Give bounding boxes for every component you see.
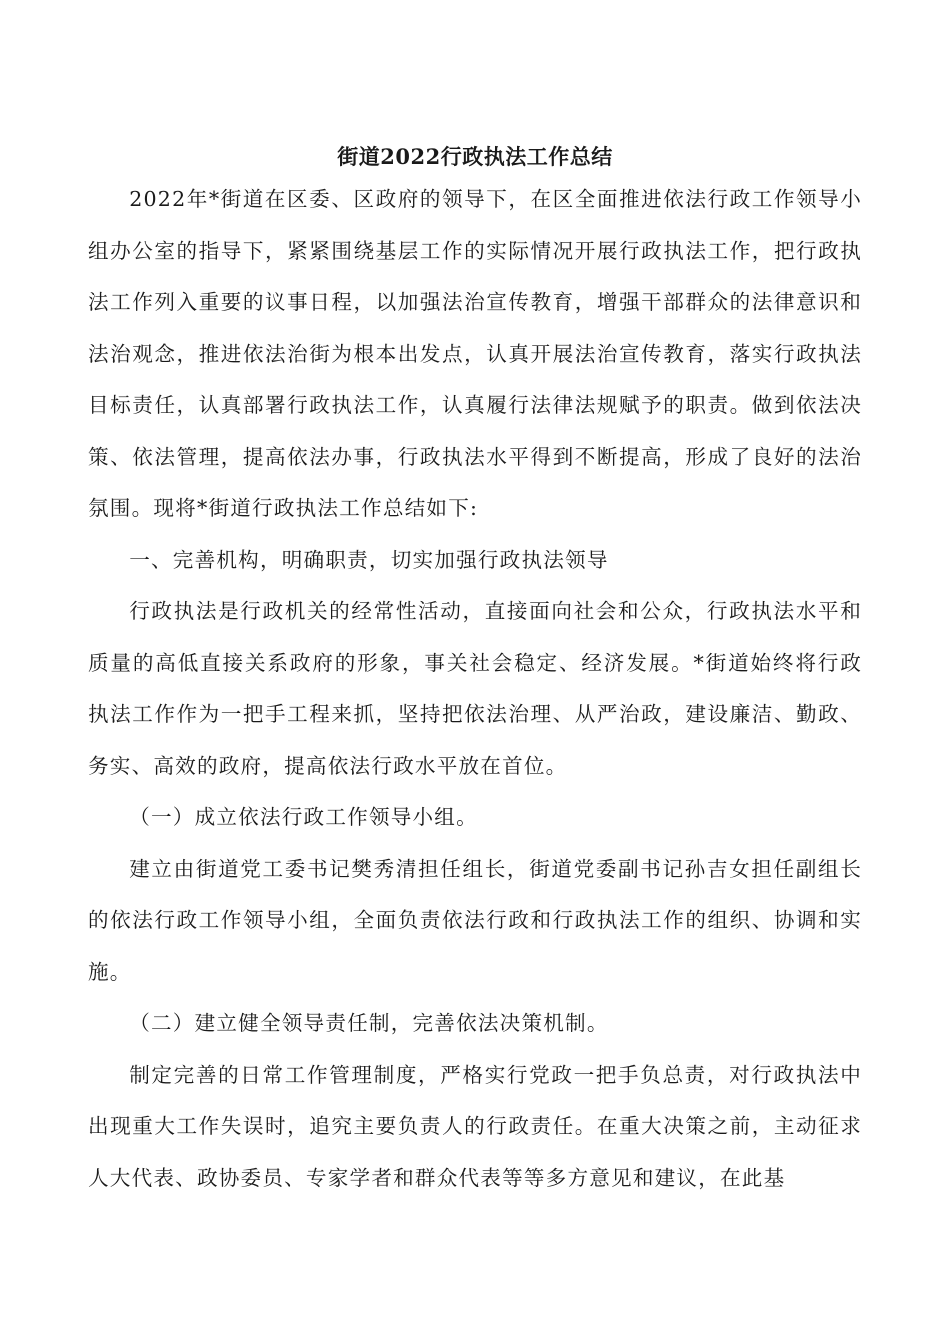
paragraph-section-1: 行政执法是行政机关的经常性活动，直接面向社会和公众，行政执法水平和质量的高低直接关系政府的形象，事关社会稳定、经济发展。*街道始终将行政执法工作作为一把手工程来抓，坚持把依法治理、从严治政，建设廉洁、勤政、务实、高效的政府，提高依法行政水平放在首位。	[88, 599, 862, 778]
paragraph-intro: 2022年*街道在区委、区政府的领导下，在区全面推进依法行政工作领导小组办公室的指导下，紧紧围绕基层工作的实际情况开展行政执法工作，把行政执法工作列入重要的议事日程，以加强法治宣传教育，增强干部群众的法律意识和法治观念，推进依法治街为根本出发点，认真开展法治宣传教育，落实行政执法目标责任，认真部署行政执法工作，认真履行法律法规赋予的职责。做到依法决策、依法管理，提高依法办事，行政执法水平得到不断提高，形成了良好的法治氛围。现将*街道行政执法工作总结如下:	[88, 187, 862, 520]
section-heading-1: 一、完善机构，明确职责，切实加强行政执法领导	[129, 547, 609, 572]
paragraph-subsection-1: 建立由街道党工委书记樊秀清担任组长，街道党委副书记孙吉女担任副组长的依法行政工作领导小组，全面负责依法行政和行政执法工作的组织、协调和实施。	[88, 856, 862, 984]
paragraph-subsection-2: 制定完善的日常工作管理制度，严格实行党政一把手负总责，对行政执法中出现重大工作失误时，追究主要负责人的行政责任。在重大决策之前，主动征求人大代表、政协委员、专家学者和群众代表等等多方意见和建议，在此基	[88, 1062, 862, 1190]
document-title: 街道2022行政执法工作总结	[337, 144, 613, 169]
subheading-1: （一）成立依法行政工作领导小组。	[129, 805, 478, 829]
document-body	[88, 174, 862, 1204]
subheading-2: （二）建立健全领导责任制，完善依法决策机制。	[129, 1011, 609, 1035]
